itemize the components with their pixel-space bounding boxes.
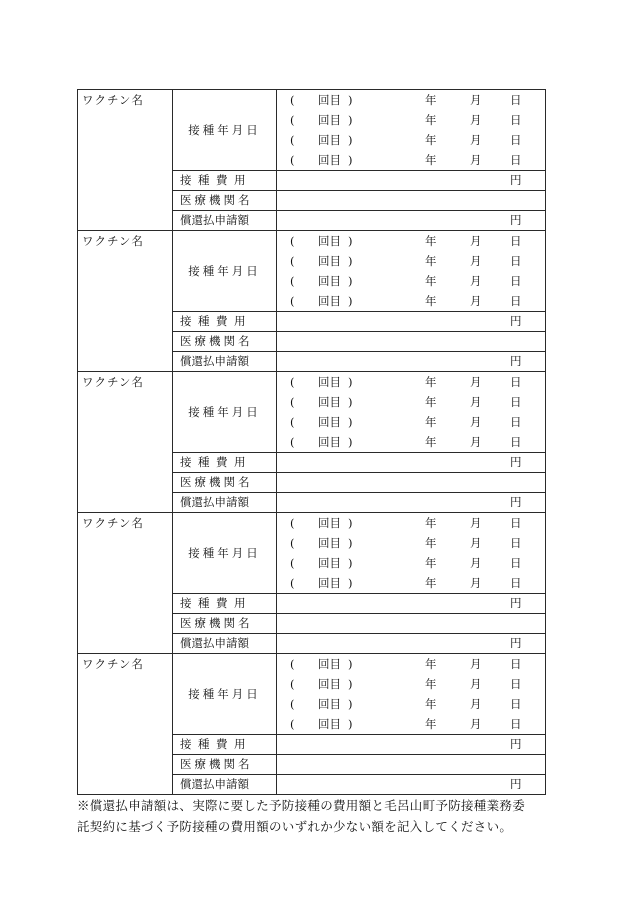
year-label: 年 xyxy=(425,576,437,590)
open-paren: ( xyxy=(290,254,295,268)
vaccination-cost-label: 接種費用 xyxy=(173,453,277,473)
month-label: 月 xyxy=(470,153,482,167)
year-label: 年 xyxy=(425,717,437,731)
close-paren: ) xyxy=(348,415,353,429)
day-label: 日 xyxy=(510,415,522,429)
footnote xyxy=(77,795,557,837)
vaccine-name-label: ワクチン名 xyxy=(82,657,144,671)
dose-number-label: 回目 xyxy=(318,435,341,449)
dose-number-label: 回目 xyxy=(318,93,341,107)
month-label: 月 xyxy=(470,274,482,288)
year-label: 年 xyxy=(425,677,437,691)
open-paren: ( xyxy=(290,415,295,429)
vaccine-name-cell[interactable] xyxy=(78,654,173,795)
vaccine-block-row xyxy=(78,90,546,171)
open-paren: ( xyxy=(290,153,295,167)
month-label: 月 xyxy=(470,113,482,127)
vaccination-date-line[interactable] xyxy=(277,130,545,150)
close-paren: ) xyxy=(348,375,353,389)
reimbursement-request-label: 償還払申請額 xyxy=(173,493,277,513)
vaccination-date-line[interactable] xyxy=(277,674,545,694)
dose-number-label: 回目 xyxy=(318,556,341,570)
month-label: 月 xyxy=(470,133,482,147)
vaccination-date-line[interactable] xyxy=(277,513,545,533)
dose-number-label: 回目 xyxy=(318,395,341,409)
month-label: 月 xyxy=(470,254,482,268)
vaccination-cost-label: 接種費用 xyxy=(173,171,277,191)
vaccination-date-line[interactable] xyxy=(277,533,545,553)
open-paren: ( xyxy=(290,234,295,248)
year-label: 年 xyxy=(425,254,437,268)
vaccination-date-label: 接種年月日 xyxy=(173,513,277,594)
open-paren: ( xyxy=(290,395,295,409)
open-paren: ( xyxy=(290,697,295,711)
vaccination-date-line[interactable] xyxy=(277,110,545,130)
month-label: 月 xyxy=(470,576,482,590)
year-label: 年 xyxy=(425,234,437,248)
day-label: 日 xyxy=(510,93,522,107)
open-paren: ( xyxy=(290,556,295,570)
vaccination-date-label: 接種年月日 xyxy=(173,90,277,171)
open-paren: ( xyxy=(290,133,295,147)
day-label: 日 xyxy=(510,234,522,248)
vaccination-date-line[interactable] xyxy=(277,150,545,170)
year-label: 年 xyxy=(425,153,437,167)
month-label: 月 xyxy=(470,234,482,248)
vaccination-dates-cell xyxy=(277,231,546,312)
open-paren: ( xyxy=(290,717,295,731)
dose-number-label: 回目 xyxy=(318,113,341,127)
vaccination-date-line[interactable] xyxy=(277,412,545,432)
year-label: 年 xyxy=(425,657,437,671)
day-label: 日 xyxy=(510,435,522,449)
yen-unit: 円 xyxy=(510,737,522,751)
vaccination-dates-cell xyxy=(277,90,546,171)
month-label: 月 xyxy=(470,93,482,107)
close-paren: ) xyxy=(348,516,353,530)
medical-institution-field[interactable] xyxy=(277,332,546,352)
vaccine-block-row xyxy=(78,654,546,735)
vaccine-name-label: ワクチン名 xyxy=(82,375,144,389)
vaccine-name-cell[interactable] xyxy=(78,231,173,372)
yen-unit: 円 xyxy=(510,596,522,610)
medical-institution-field[interactable] xyxy=(277,191,546,211)
medical-institution-label: 医療機関名 xyxy=(173,191,277,211)
year-label: 年 xyxy=(425,395,437,409)
vaccination-date-line[interactable] xyxy=(277,392,545,412)
dose-number-label: 回目 xyxy=(318,516,341,530)
day-label: 日 xyxy=(510,153,522,167)
medical-institution-field[interactable] xyxy=(277,473,546,493)
day-label: 日 xyxy=(510,576,522,590)
vaccination-date-line[interactable] xyxy=(277,231,545,251)
dose-number-label: 回目 xyxy=(318,254,341,268)
vaccination-cost-field[interactable] xyxy=(277,171,546,191)
day-label: 日 xyxy=(510,294,522,308)
year-label: 年 xyxy=(425,113,437,127)
yen-unit: 円 xyxy=(510,173,522,187)
vaccination-date-line[interactable] xyxy=(277,553,545,573)
dose-number-label: 回目 xyxy=(318,697,341,711)
day-label: 日 xyxy=(510,677,522,691)
footnote-line-2: 託契約に基づく予防接種の費用額のいずれか少ない額を記入してください。 xyxy=(77,819,513,834)
day-label: 日 xyxy=(510,556,522,570)
medical-institution-field[interactable] xyxy=(277,755,546,775)
vaccination-cost-label: 接種費用 xyxy=(173,594,277,614)
yen-unit: 円 xyxy=(510,354,522,368)
year-label: 年 xyxy=(425,435,437,449)
medical-institution-field[interactable] xyxy=(277,614,546,634)
vaccination-date-line[interactable] xyxy=(277,372,545,392)
close-paren: ) xyxy=(348,93,353,107)
yen-unit: 円 xyxy=(510,495,522,509)
dose-number-label: 回目 xyxy=(318,657,341,671)
close-paren: ) xyxy=(348,717,353,731)
vaccination-cost-label: 接種費用 xyxy=(173,312,277,332)
open-paren: ( xyxy=(290,516,295,530)
month-label: 月 xyxy=(470,677,482,691)
day-label: 日 xyxy=(510,133,522,147)
vaccine-name-label: ワクチン名 xyxy=(82,516,144,530)
open-paren: ( xyxy=(290,274,295,288)
vaccination-cost-field[interactable] xyxy=(277,594,546,614)
vaccination-date-line[interactable] xyxy=(277,90,545,110)
reimbursement-request-field[interactable] xyxy=(277,352,546,372)
month-label: 月 xyxy=(470,697,482,711)
vaccine-name-label: ワクチン名 xyxy=(82,234,144,248)
day-label: 日 xyxy=(510,375,522,389)
close-paren: ) xyxy=(348,113,353,127)
day-label: 日 xyxy=(510,113,522,127)
year-label: 年 xyxy=(425,415,437,429)
day-label: 日 xyxy=(510,395,522,409)
vaccination-dates-cell xyxy=(277,513,546,594)
vaccination-table-body xyxy=(78,90,546,795)
close-paren: ) xyxy=(348,395,353,409)
close-paren: ) xyxy=(348,657,353,671)
yen-unit: 円 xyxy=(510,636,522,650)
dose-number-label: 回目 xyxy=(318,576,341,590)
open-paren: ( xyxy=(290,435,295,449)
vaccination-date-label: 接種年月日 xyxy=(173,231,277,312)
open-paren: ( xyxy=(290,375,295,389)
close-paren: ) xyxy=(348,133,353,147)
vaccination-date-line[interactable] xyxy=(277,654,545,674)
yen-unit: 円 xyxy=(510,213,522,227)
close-paren: ) xyxy=(348,697,353,711)
year-label: 年 xyxy=(425,697,437,711)
close-paren: ) xyxy=(348,234,353,248)
close-paren: ) xyxy=(348,556,353,570)
reimbursement-request-field[interactable] xyxy=(277,634,546,654)
vaccine-name-label: ワクチン名 xyxy=(82,93,144,107)
open-paren: ( xyxy=(290,294,295,308)
vaccination-date-line[interactable] xyxy=(277,432,545,452)
close-paren: ) xyxy=(348,294,353,308)
reimbursement-request-label: 償還払申請額 xyxy=(173,211,277,231)
vaccine-block-row xyxy=(78,513,546,594)
year-label: 年 xyxy=(425,516,437,530)
open-paren: ( xyxy=(290,93,295,107)
reimbursement-request-label: 償還払申請額 xyxy=(173,634,277,654)
vaccine-block-row xyxy=(78,372,546,453)
open-paren: ( xyxy=(290,657,295,671)
medical-institution-label: 医療機関名 xyxy=(173,473,277,493)
day-label: 日 xyxy=(510,697,522,711)
dose-number-label: 回目 xyxy=(318,375,341,389)
month-label: 月 xyxy=(470,717,482,731)
open-paren: ( xyxy=(290,113,295,127)
vaccination-date-line[interactable] xyxy=(277,573,545,593)
vaccination-date-label: 接種年月日 xyxy=(173,372,277,453)
dose-number-label: 回目 xyxy=(318,677,341,691)
open-paren: ( xyxy=(290,677,295,691)
vaccination-cost-field[interactable] xyxy=(277,453,546,473)
year-label: 年 xyxy=(425,294,437,308)
month-label: 月 xyxy=(470,395,482,409)
month-label: 月 xyxy=(470,375,482,389)
yen-unit: 円 xyxy=(510,455,522,469)
day-label: 日 xyxy=(510,536,522,550)
open-paren: ( xyxy=(290,576,295,590)
year-label: 年 xyxy=(425,93,437,107)
vaccine-name-cell[interactable] xyxy=(78,513,173,654)
medical-institution-label: 医療機関名 xyxy=(173,614,277,634)
month-label: 月 xyxy=(470,556,482,570)
day-label: 日 xyxy=(510,274,522,288)
vaccination-dates-cell xyxy=(277,654,546,735)
vaccine-name-cell[interactable] xyxy=(78,90,173,231)
vaccination-date-line[interactable] xyxy=(277,714,545,734)
vaccination-dates-cell xyxy=(277,372,546,453)
close-paren: ) xyxy=(348,274,353,288)
reimbursement-request-field[interactable] xyxy=(277,211,546,231)
dose-number-label: 回目 xyxy=(318,294,341,308)
close-paren: ) xyxy=(348,153,353,167)
year-label: 年 xyxy=(425,274,437,288)
vaccination-cost-field[interactable] xyxy=(277,312,546,332)
month-label: 月 xyxy=(470,657,482,671)
month-label: 月 xyxy=(470,516,482,530)
vaccination-date-line[interactable] xyxy=(277,271,545,291)
vaccination-date-line[interactable] xyxy=(277,251,545,271)
month-label: 月 xyxy=(470,294,482,308)
vaccination-cost-label: 接種費用 xyxy=(173,735,277,755)
dose-number-label: 回目 xyxy=(318,234,341,248)
day-label: 日 xyxy=(510,254,522,268)
yen-unit: 円 xyxy=(510,314,522,328)
dose-number-label: 回目 xyxy=(318,415,341,429)
medical-institution-label: 医療機関名 xyxy=(173,755,277,775)
close-paren: ) xyxy=(348,254,353,268)
yen-unit: 円 xyxy=(510,777,522,791)
vaccination-cost-field[interactable] xyxy=(277,735,546,755)
vaccine-block-row xyxy=(78,231,546,312)
dose-number-label: 回目 xyxy=(318,536,341,550)
vaccination-date-label: 接種年月日 xyxy=(173,654,277,735)
close-paren: ) xyxy=(348,677,353,691)
dose-number-label: 回目 xyxy=(318,717,341,731)
close-paren: ) xyxy=(348,435,353,449)
close-paren: ) xyxy=(348,536,353,550)
reimbursement-request-field[interactable] xyxy=(277,775,546,795)
year-label: 年 xyxy=(425,556,437,570)
reimbursement-request-label: 償還払申請額 xyxy=(173,352,277,372)
month-label: 月 xyxy=(470,435,482,449)
year-label: 年 xyxy=(425,375,437,389)
vaccine-name-cell[interactable] xyxy=(78,372,173,513)
close-paren: ) xyxy=(348,576,353,590)
medical-institution-label: 医療機関名 xyxy=(173,332,277,352)
dose-number-label: 回目 xyxy=(318,274,341,288)
footnote-line-1: ※償還払申請額は、実際に要した予防接種の費用額と毛呂山町予防接種業務委 xyxy=(77,798,526,813)
day-label: 日 xyxy=(510,657,522,671)
open-paren: ( xyxy=(290,536,295,550)
year-label: 年 xyxy=(425,536,437,550)
month-label: 月 xyxy=(470,536,482,550)
day-label: 日 xyxy=(510,717,522,731)
vaccination-table xyxy=(77,89,546,795)
year-label: 年 xyxy=(425,133,437,147)
reimbursement-request-field[interactable] xyxy=(277,493,546,513)
month-label: 月 xyxy=(470,415,482,429)
dose-number-label: 回目 xyxy=(318,153,341,167)
vaccination-date-line[interactable] xyxy=(277,291,545,311)
day-label: 日 xyxy=(510,516,522,530)
dose-number-label: 回目 xyxy=(318,133,341,147)
vaccination-date-line[interactable] xyxy=(277,694,545,714)
reimbursement-request-label: 償還払申請額 xyxy=(173,775,277,795)
